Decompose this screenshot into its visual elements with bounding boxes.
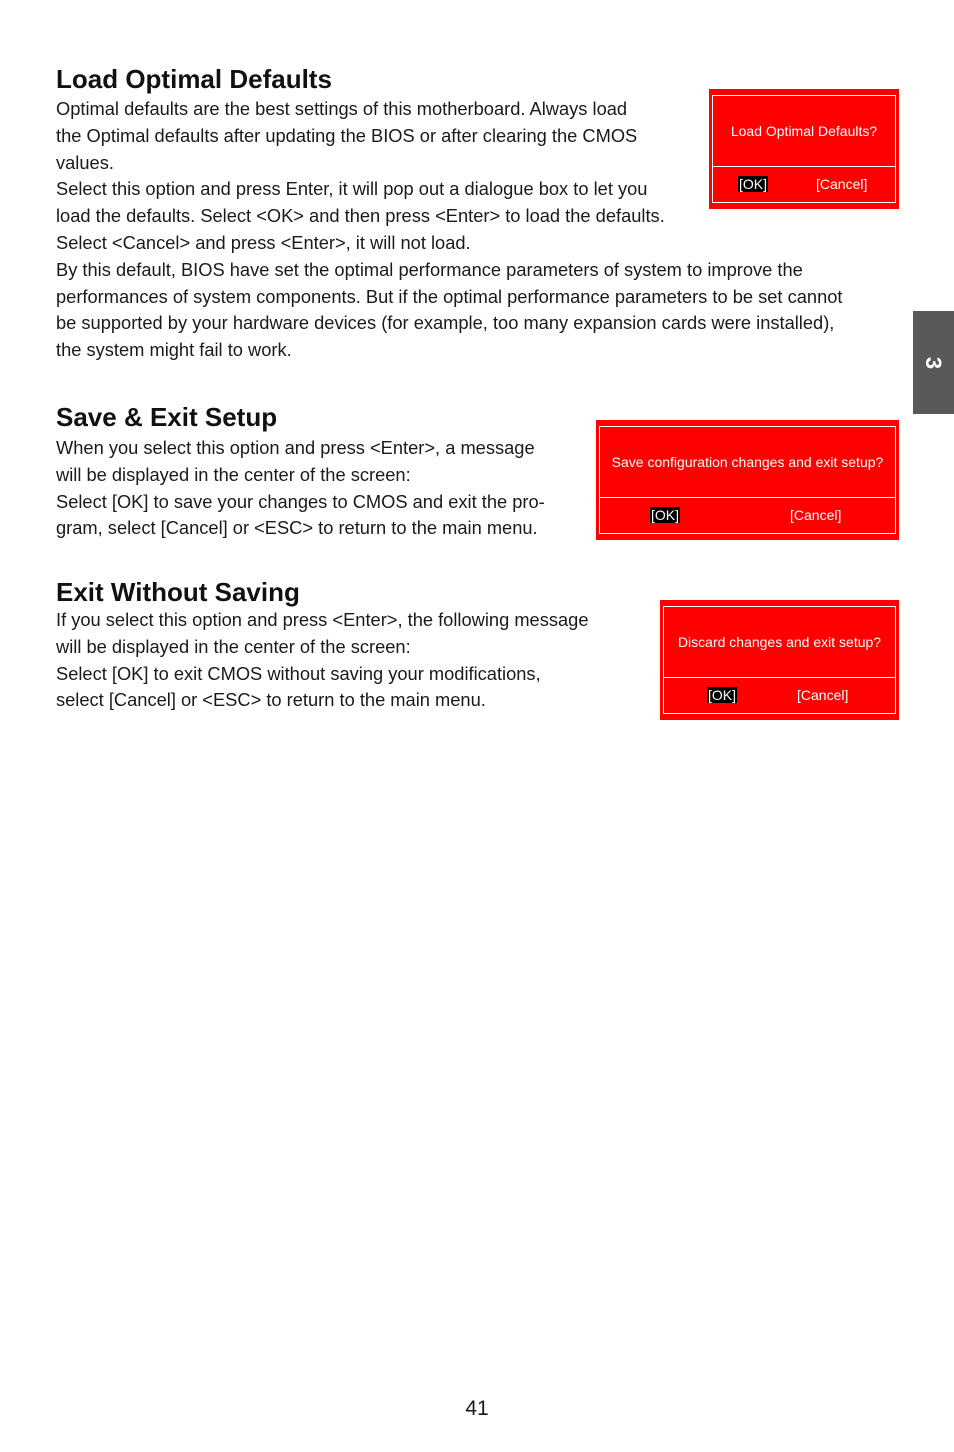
chapter-tab bbox=[913, 311, 954, 414]
chapter-number: 3 bbox=[921, 356, 947, 369]
dialog-message: Save configuration changes and exit setup? bbox=[600, 427, 895, 498]
section-title: Exit Without Saving bbox=[56, 577, 300, 607]
dialog-buttons bbox=[600, 497, 895, 533]
dialog-message: Load Optimal Defaults? bbox=[713, 96, 895, 167]
section-exit-without-saving bbox=[56, 577, 646, 714]
paragraph-line: Select [OK] to save your changes to CMOS and exit the pro- bbox=[56, 490, 545, 512]
paragraph-line: If you select this option and press <Enter>, the following message bbox=[56, 609, 589, 630]
paragraph-line: the Optimal defaults after updating the BIOS or after clearing the CMOS bbox=[56, 124, 638, 146]
exit-without-saving-dialog bbox=[660, 600, 899, 720]
paragraph-line: will be displayed in the center of the screen: bbox=[56, 635, 411, 657]
paragraph-line: select [Cancel] or <ESC> to return to the main menu. bbox=[56, 689, 486, 711]
cancel-button[interactable]: [Cancel] bbox=[790, 507, 842, 523]
dialog-frame bbox=[599, 426, 896, 534]
paragraph-line: Select [OK] to exit CMOS without saving your modifications, bbox=[56, 662, 541, 684]
paragraph-line: load the defaults. Select <OK> and then press <Enter> to load the defaults. bbox=[56, 205, 665, 227]
section-title: Save & Exit Setup bbox=[56, 402, 278, 432]
paragraph-line: Optimal defaults are the best settings of this motherboard. Always load bbox=[56, 98, 628, 119]
paragraph-line: gram, select [Cancel] or <ESC> to return to the main menu. bbox=[56, 517, 538, 539]
dialog-buttons bbox=[713, 166, 895, 202]
paragraph-line: will be displayed in the center of the screen: bbox=[56, 463, 411, 485]
paragraph-line: Select <Cancel> and press <Enter>, it will not load. bbox=[56, 231, 471, 253]
paragraph-line: By this default, BIOS have set the optimal performance parameters of system to improve the bbox=[56, 258, 803, 280]
ok-button[interactable]: [OK] bbox=[651, 507, 680, 523]
section-save-exit-setup bbox=[56, 402, 596, 542]
paragraph-line: When you select this option and press <Enter>, a message bbox=[56, 437, 535, 458]
save-exit-dialog bbox=[596, 420, 899, 540]
cancel-button[interactable]: [Cancel] bbox=[797, 687, 849, 703]
dialog-message: Discard changes and exit setup? bbox=[664, 607, 895, 678]
section-title: Load Optimal Defaults bbox=[56, 64, 332, 94]
paragraph-line: the system might fail to work. bbox=[56, 339, 292, 361]
paragraph-line: Select this option and press Enter, it will pop out a dialogue box to let you bbox=[56, 178, 648, 200]
paragraph-line: be supported by your hardware devices (for example, too many expansion cards were installed), bbox=[56, 312, 835, 334]
dialog-frame bbox=[663, 606, 896, 714]
load-optimal-defaults-dialog bbox=[709, 89, 899, 209]
page-number: 41 bbox=[465, 1397, 489, 1420]
paragraph-line: performances of system components. But if the optimal performance parameters to be set cannot bbox=[56, 285, 843, 307]
dialog-frame bbox=[712, 95, 896, 203]
ok-button[interactable]: [OK] bbox=[739, 176, 768, 192]
dialog-buttons bbox=[664, 677, 895, 713]
cancel-button[interactable]: [Cancel] bbox=[816, 176, 868, 192]
paragraph-line: values. bbox=[56, 151, 114, 173]
ok-button[interactable]: [OK] bbox=[708, 687, 737, 703]
